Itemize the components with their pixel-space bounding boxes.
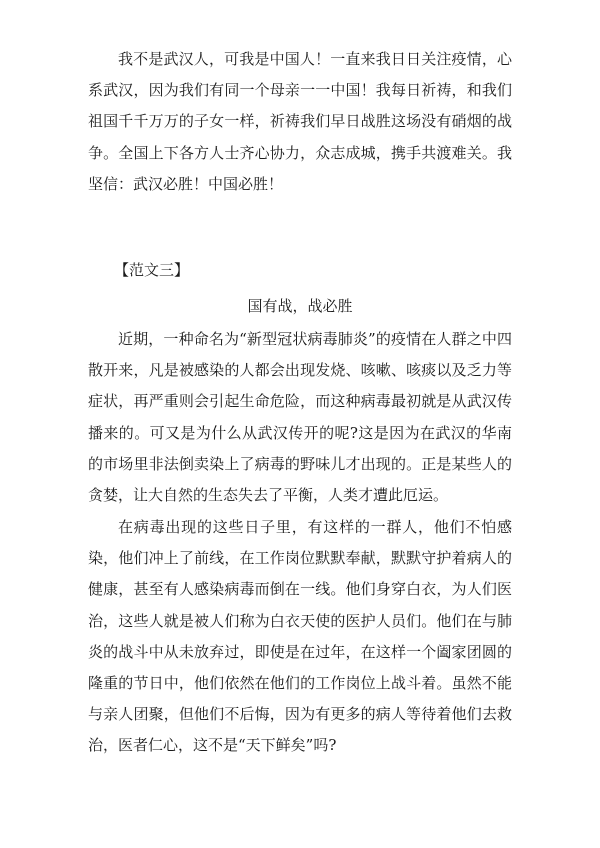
essay-title: 国有战，战必胜 <box>247 297 353 315</box>
paragraph-body-2: 在病毒出现的这些日子里，有这样的一群人，他们不怕感染，他们冲上了前线，在工作岗位默默奉献，默默守护着病人的健康，甚至有人感染病毒而倒在一线。他们身穿白衣，为人们医治，这些人就是被人们称为白衣天使的医护人员们。他们在与肺炎的战斗中从未放弃过，即使是在过年，在这样一个阖家团圆的隆重的节日中，他们依然在他们的工作岗位上战斗着。虽然不能与亲人团聚，但他们不后悔，因为有更多的病人等待着他们去救治，医者仁心，这不是“天下鲜矣”吗? <box>88 518 512 755</box>
paragraph-body-1: 近期，一种命名为“新型冠状病毒肺炎”的疫情在人群之中四散开来，凡是被感染的人都会出现发烧、咳嗽、咳痰以及乏力等症状，再严重则会引起生命危险，而这种病毒最初就是从武汉传播来的。可又是为什么从武汉传开的呢?这是因为在武汉的华南的市场里非法倒卖染上了病毒的野味儿才出现的。正是某些人的贪婪，让大自然的生态失去了平衡，人类才遭此厄运。 <box>88 330 512 505</box>
paragraph-intro: 我不是武汉人，可我是中国人！一直来我日日关注疫情，心系武汉，因为我们有同一个母亲一一中国！我每日祈祷，和我们祖国千千万万的子女一样，祈祷我们早日战胜这场没有硝烟的战争。全国上下各方人士齐心协力，众志成城，携手共渡难关。我坚信：武汉必胜！中国必胜！ <box>88 50 512 193</box>
section-label: 【范文三】 <box>114 261 190 279</box>
